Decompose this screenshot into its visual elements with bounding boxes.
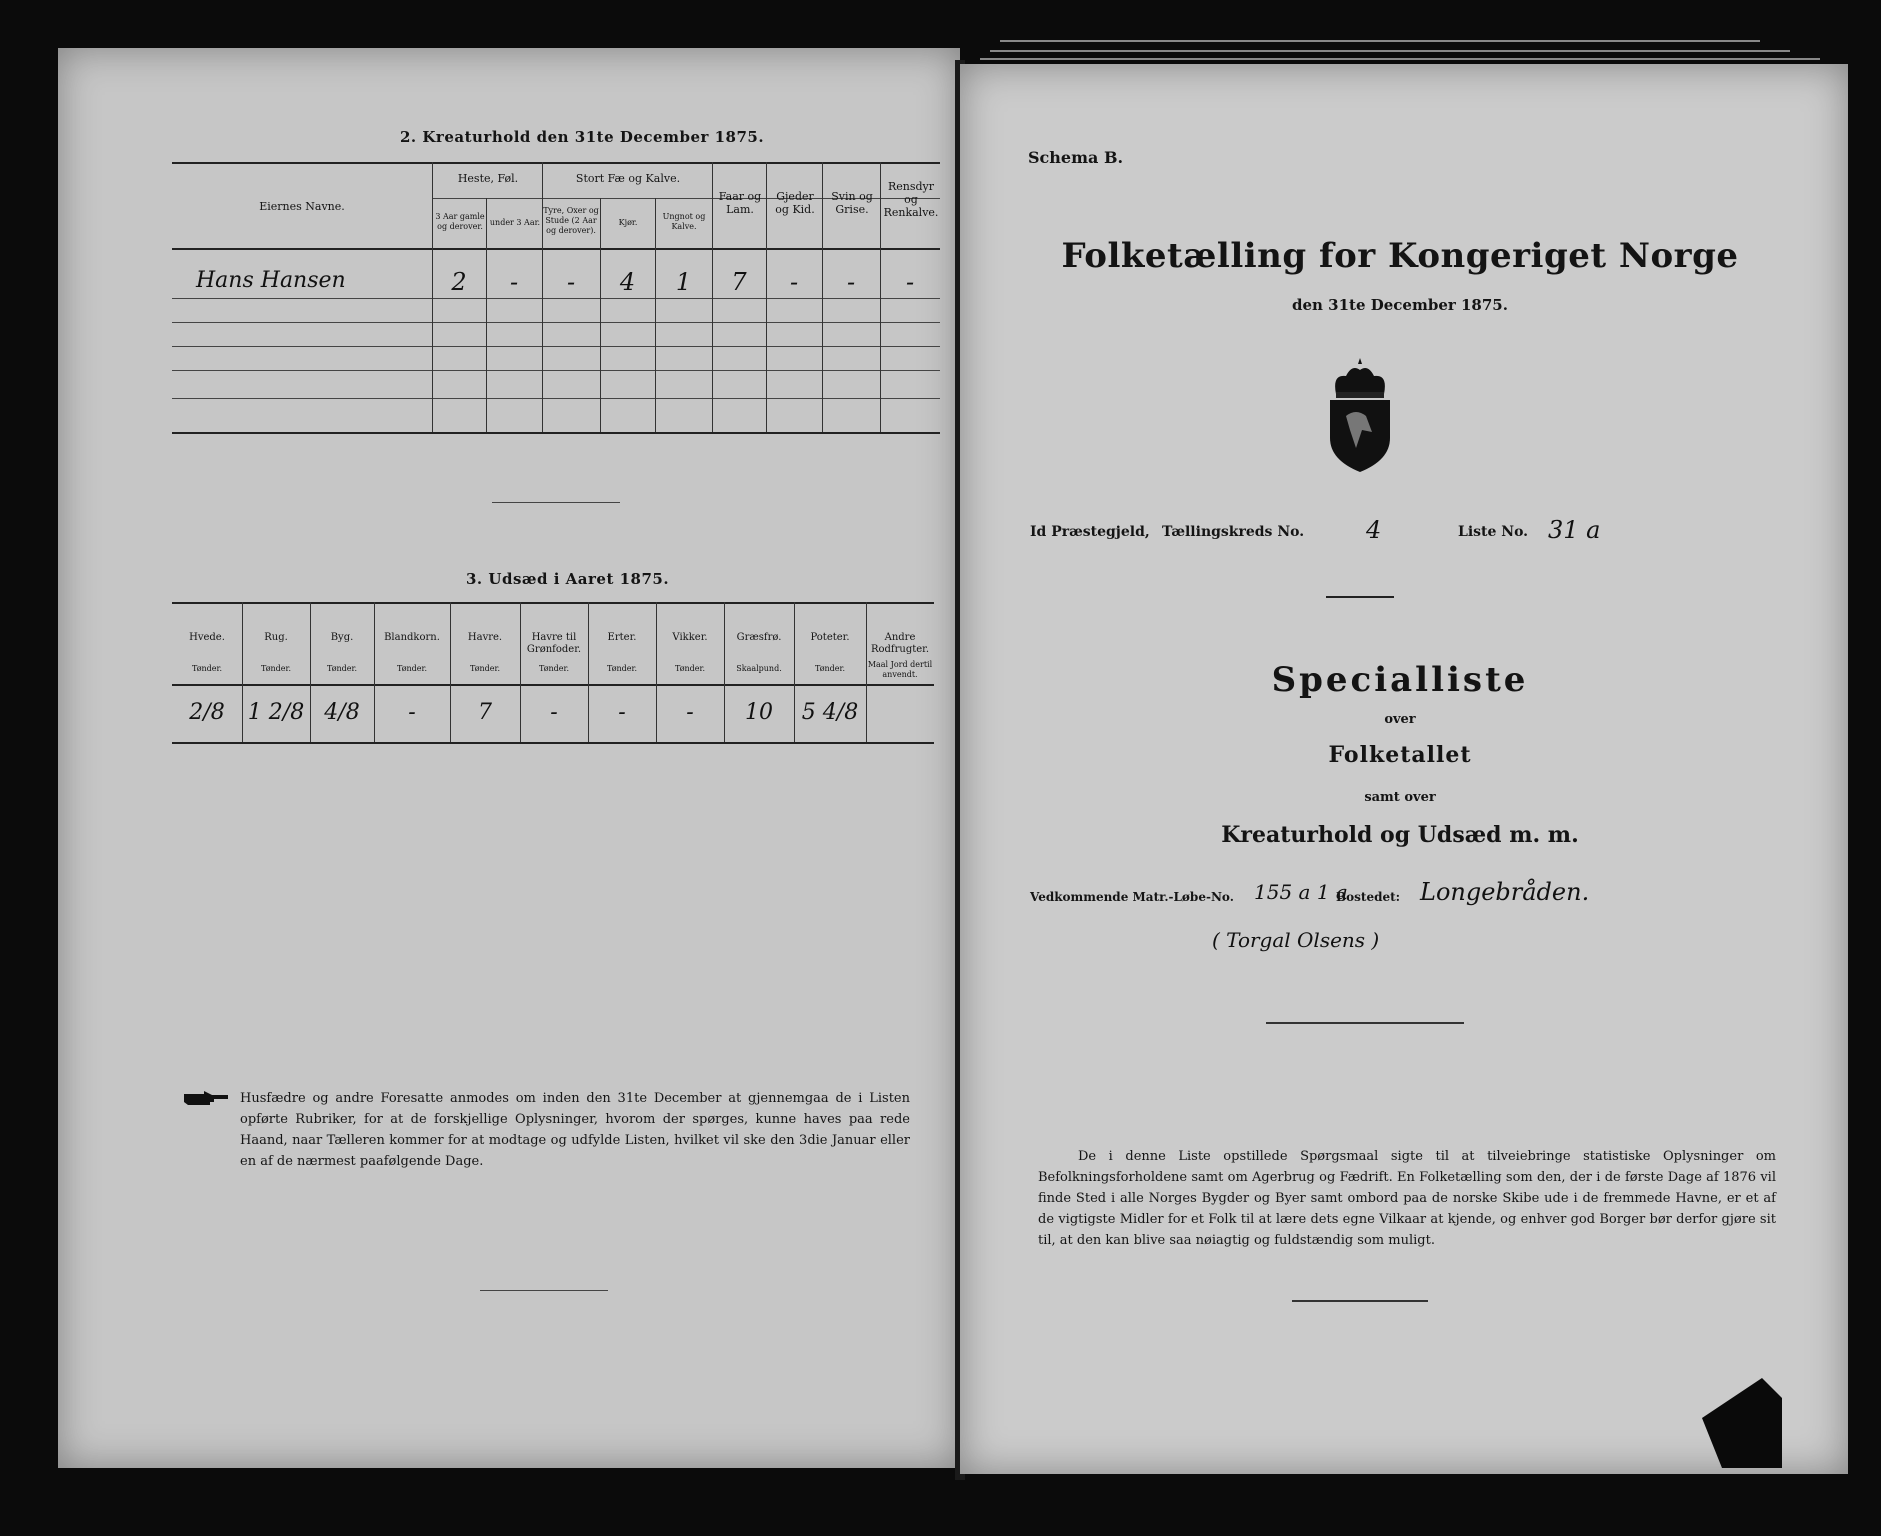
t2-vline-5 xyxy=(655,198,656,432)
t2-vline-1 xyxy=(432,162,433,432)
main-date: den 31te December 1875. xyxy=(1292,296,1508,314)
t3-value-0: 2/8 xyxy=(189,700,225,725)
t2-owner-header: Eiernes Navne. xyxy=(259,200,345,213)
t2-group-stort: Stort Fæ og Kalve. xyxy=(575,172,681,185)
t2-col-rensdyr: Rensdyr og Renkalve. xyxy=(883,180,939,219)
t3-unit-0: Tønder. xyxy=(191,664,223,673)
page-edge-3 xyxy=(980,58,1820,60)
t2-row-val-6: - xyxy=(789,268,799,296)
t3-header-bottom xyxy=(172,684,934,686)
t3-value-8: 10 xyxy=(745,700,773,725)
page-edge-1 xyxy=(1000,40,1760,42)
section3-title: 3. Udsæd i Aaret 1875. xyxy=(466,570,670,588)
matr-label: Vedkommende Matr.-Løbe-No. xyxy=(1030,890,1234,904)
t3-bottom-line xyxy=(172,742,934,744)
t3-header-8: Græsfrø. xyxy=(736,632,782,643)
schema-label: Schema B. xyxy=(1028,148,1124,167)
t2-col-svin: Svin og Grise. xyxy=(831,190,873,216)
t3-value-6: - xyxy=(618,700,626,725)
t3-value-5: - xyxy=(550,700,558,725)
t3-top-line xyxy=(172,602,934,604)
t3-value-2: 4/8 xyxy=(324,700,360,725)
t2-sub-ungnot: Ungnot og Kalve. xyxy=(662,212,706,231)
t2-row-owner: Hans Hansen xyxy=(196,268,346,293)
t3-header-9: Poteter. xyxy=(810,632,850,643)
t2-vline-4 xyxy=(600,198,601,432)
kreds-value: 4 xyxy=(1366,516,1382,544)
bosted-extra: ( Torgal Olsens ) xyxy=(1212,928,1380,952)
kreaturhold-title: Kreaturhold og Udsæd m. m. xyxy=(1221,822,1579,848)
t2-header-bottom xyxy=(172,248,940,250)
left-bottom-rule xyxy=(480,1290,608,1291)
t3-header-7: Vikker. xyxy=(672,632,708,643)
t2-row-val-5: 7 xyxy=(731,268,747,296)
t2-row-line-5 xyxy=(172,398,940,399)
over-1: over xyxy=(1384,712,1416,727)
t2-vline-8 xyxy=(822,162,823,432)
rule-3 xyxy=(1292,1300,1428,1302)
t2-vline-3 xyxy=(542,162,543,432)
t2-row-val-8: - xyxy=(905,268,915,296)
page-edge-2 xyxy=(990,50,1790,52)
t3-header-1: Rug. xyxy=(264,632,288,643)
t2-sub-under3: under 3 Aar. xyxy=(489,218,541,227)
notice-text: Husfædre og andre Foresatte anmodes om inden den 31te December at gjennemgaa de i Listen opførte Rubriker, for at de forskjellige Oplysninger, hvorom der spørges, kunne haves paa rede Haand, naar Tælleren kommer for at modtage og udfylde Listen, hvilket vil ske den 3die Januar eller en af de nærmest paafølgende Dage. xyxy=(240,1091,910,1169)
kreds-label: Tællingskreds No. xyxy=(1162,524,1305,540)
samt-over: samt over xyxy=(1364,790,1436,805)
t3-unit-2: Tønder. xyxy=(326,664,358,673)
main-title: Folketælling for Kongeriget Norge xyxy=(1061,236,1739,276)
t2-row-val-3: 4 xyxy=(619,268,636,296)
t3-unit-10: Maal Jord dertil anvendt. xyxy=(867,660,933,679)
bosted-value: Longebråden. xyxy=(1420,878,1590,906)
liste-value: 31 a xyxy=(1548,516,1601,544)
t3-unit-3: Tønder. xyxy=(396,664,428,673)
t2-row-val-7: - xyxy=(846,268,856,296)
t3-header-0: Hvede. xyxy=(189,632,225,643)
parish-label: Id Præstegjeld, xyxy=(1030,524,1150,540)
t3-unit-9: Tønder. xyxy=(814,664,846,673)
t3-value-3: - xyxy=(408,700,416,725)
t2-sub-tyre: Tyre, Oxer og Stude (2 Aar og derover). xyxy=(543,206,599,235)
rule-1 xyxy=(1326,596,1394,598)
left-page xyxy=(58,48,960,1468)
rule-2 xyxy=(1266,1022,1464,1024)
t2-row-val-4: 1 xyxy=(675,268,692,296)
t2-sub-kjor: Kjør. xyxy=(618,218,638,227)
t3-unit-4: Tønder. xyxy=(469,664,501,673)
t2-row-line-4 xyxy=(172,370,940,371)
t2-vline-6 xyxy=(712,162,713,432)
pointing-hand-icon xyxy=(182,1090,230,1108)
t2-row-line-2 xyxy=(172,322,940,323)
t2-row-val-0: 2 xyxy=(451,268,467,296)
t3-value-4: 7 xyxy=(478,700,492,725)
t2-row-line-1 xyxy=(172,298,940,299)
liste-label: Liste No. xyxy=(1458,524,1529,540)
t3-value-9: 5 4/8 xyxy=(801,700,859,725)
coat-of-arms-icon xyxy=(1322,356,1398,474)
t3-header-2: Byg. xyxy=(330,632,354,643)
info-paragraph: De i denne Liste opstillede Spørgsmaal sigte til at tilveiebringe statistiske Oplysninger om Befolkningsforholdene samt om Agerbrug og Fædrift. En Folketælling som den, der i de første Dage af 1876 vil finde Sted i alle Norges Bygder og Byer samt ombord paa de norske Skibe ude i de fremmede Havne, er et af de vigtigste Midler for et Folk til at lære dets egne Vilkaar at kjende, og enhver god Borger bør derfor gjøre sit til, at den kan blive saa nøiagtig og fuldstændig som muligt. xyxy=(1038,1149,1776,1248)
specialliste-title: Specialliste xyxy=(1271,660,1529,700)
t2-group-heste: Heste, Føl. xyxy=(457,172,519,185)
t3-unit-1: Tønder. xyxy=(260,664,292,673)
t2-col-gjeder: Gjeder og Kid. xyxy=(775,190,815,216)
t3-unit-5: Tønder. xyxy=(538,664,570,673)
t2-row-val-1: - xyxy=(509,268,519,296)
t3-header-5: Havre til Grønfoder. xyxy=(526,632,582,655)
t3-header-4: Havre. xyxy=(467,632,503,643)
t3-header-6: Erter. xyxy=(607,632,637,643)
t2-top-line xyxy=(172,162,940,164)
t2-vline-7 xyxy=(766,162,767,432)
t2-row-line-3 xyxy=(172,346,940,347)
t3-header-10: Andre Rodfrugter. xyxy=(870,632,930,655)
t3-value-7: - xyxy=(686,700,694,725)
t3-unit-7: Tønder. xyxy=(674,664,706,673)
t2-bottom-line xyxy=(172,432,940,434)
bosted-label: Bostedet: xyxy=(1336,890,1401,904)
section2-title: 2. Kreaturhold den 31te December 1875. xyxy=(400,128,765,146)
folketallet: Folketallet xyxy=(1328,742,1472,768)
t3-value-1: 1 2/8 xyxy=(247,700,305,725)
t2-vline-9 xyxy=(880,162,881,432)
t2-row-val-2: - xyxy=(566,268,576,296)
t3-header-3: Blandkorn. xyxy=(384,632,440,643)
t3-unit-8: Skaalpund. xyxy=(736,664,782,673)
corner-tab xyxy=(1702,1378,1782,1468)
t2-col-faar: Faar og Lam. xyxy=(718,190,762,216)
matr-value: 155 a 1 a xyxy=(1254,880,1348,904)
t2-vline-2 xyxy=(486,198,487,432)
t3-unit-6: Tønder. xyxy=(606,664,638,673)
t2-sub-3aar: 3 Aar gamle og derover. xyxy=(435,212,485,231)
separator-rule xyxy=(492,502,620,503)
